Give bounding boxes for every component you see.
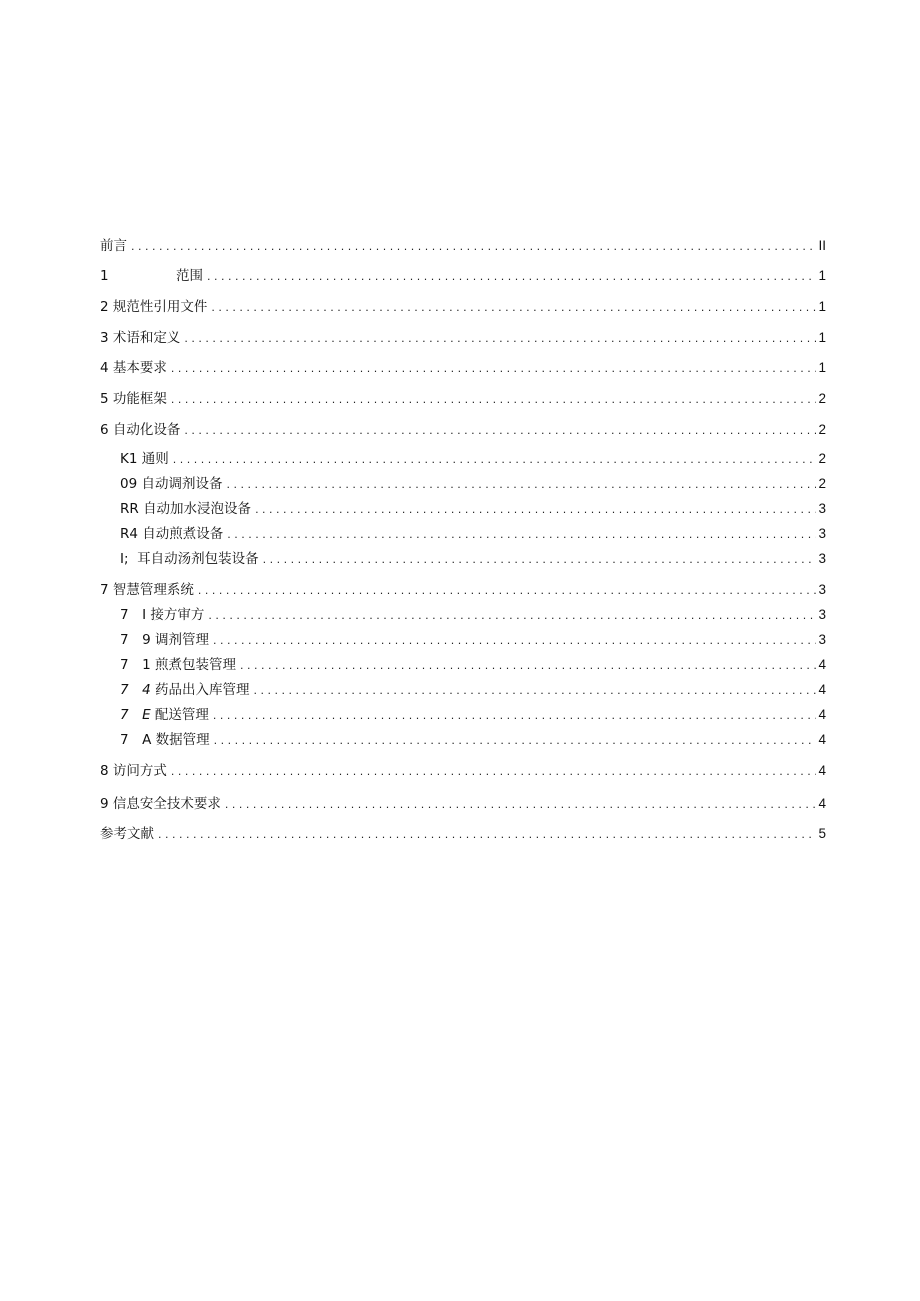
toc-page-number: 1 xyxy=(818,268,826,283)
toc-page-number: 4 xyxy=(818,681,826,697)
toc-entry-2[interactable] xyxy=(100,292,826,323)
toc-page-number: 3 xyxy=(818,581,826,597)
toc-page-number: 2 xyxy=(818,475,826,491)
toc-entry-7[interactable] xyxy=(100,577,826,602)
toc-entry-title: 前言 xyxy=(100,238,127,254)
toc-entry-6-4[interactable] xyxy=(100,521,826,546)
toc-entry-preface[interactable] xyxy=(100,231,826,261)
dot-leader xyxy=(255,497,816,522)
toc-page-number: 2 xyxy=(818,450,826,466)
toc-entry-number: 1 xyxy=(100,268,109,284)
toc-entry-title: 接方审方 xyxy=(150,606,205,623)
toc-page-number: II xyxy=(818,238,826,253)
toc-entry-number: 9 xyxy=(100,795,109,812)
toc-entry-title: 术语和定义 xyxy=(112,329,181,346)
toc-entry-title: 访问方式 xyxy=(112,762,167,779)
toc-entry-title: 药品出入库管理 xyxy=(154,681,250,698)
dot-leader xyxy=(214,728,816,753)
toc-entry-title: 自动加水浸泡设备 xyxy=(143,500,252,517)
dot-leader xyxy=(184,324,816,355)
dot-leader xyxy=(213,703,816,728)
toc-entry-1[interactable] xyxy=(100,261,826,292)
dot-leader xyxy=(198,578,816,603)
toc-entry-number: 7 4 xyxy=(120,681,151,698)
dot-leader xyxy=(173,447,816,472)
toc-entry-6-2[interactable] xyxy=(100,471,826,496)
toc-entry-number: R4 xyxy=(120,525,138,542)
toc-entry-7-6[interactable] xyxy=(100,727,826,752)
toc-entry-6-1[interactable] xyxy=(100,446,826,471)
toc-entry-7-5[interactable] xyxy=(100,702,826,727)
toc-entry-number: 7 E xyxy=(120,706,151,723)
toc-entry-title: 数据管理 xyxy=(155,731,210,748)
toc-page-number: 2 xyxy=(818,391,826,407)
dot-leader xyxy=(225,790,816,821)
toc-entry-7-3[interactable] xyxy=(100,652,826,677)
toc-page-number: 3 xyxy=(818,631,826,647)
toc-entry-title: 自动煎煮设备 xyxy=(142,525,224,542)
dot-leader xyxy=(211,293,816,324)
toc-entry-title: 基本要求 xyxy=(112,360,167,377)
toc-entry-5[interactable] xyxy=(100,384,826,415)
toc-entry-number: 7 I xyxy=(120,606,147,623)
toc-entry-title: 耳自动汤剂包装设备 xyxy=(137,550,259,567)
dot-leader xyxy=(171,759,816,784)
dot-leader xyxy=(131,232,816,262)
toc-entry-6-5[interactable] xyxy=(100,546,826,571)
toc-entry-title: 规范性引用文件 xyxy=(112,298,208,315)
toc-page-number: 3 xyxy=(818,525,826,541)
toc-entry-3[interactable] xyxy=(100,323,826,354)
toc-entry-title: 自动调剂设备 xyxy=(141,475,223,492)
dot-leader xyxy=(207,262,816,293)
toc-entry-number: 7 A xyxy=(120,731,152,748)
toc-entry-references[interactable] xyxy=(100,819,826,850)
toc-entry-number: K1 xyxy=(120,450,138,467)
dot-leader xyxy=(171,354,816,385)
toc-entry-number: 8 xyxy=(100,762,109,779)
dot-leader xyxy=(263,547,816,572)
toc-entry-7-2[interactable] xyxy=(100,627,826,652)
toc-entry-title: 范围 xyxy=(176,268,203,284)
toc-entry-number: 3 xyxy=(100,329,109,346)
toc-entry-title: 参考文献 xyxy=(100,826,154,843)
toc-page-number: 3 xyxy=(818,606,826,622)
toc-page-number: 1 xyxy=(818,329,826,345)
toc-page-number: 3 xyxy=(818,500,826,516)
toc-page-number: 2 xyxy=(818,421,826,437)
toc-page-number: 4 xyxy=(818,731,826,747)
dot-leader xyxy=(213,628,816,653)
table-of-contents xyxy=(100,231,826,850)
toc-entry-number: 5 xyxy=(100,391,109,408)
toc-entry-number: 7 1 xyxy=(120,656,151,673)
toc-entry-number: 2 xyxy=(100,298,109,315)
toc-page-number: 4 xyxy=(818,706,826,722)
dot-leader xyxy=(240,653,816,678)
toc-entry-6[interactable] xyxy=(100,415,826,446)
toc-entry-title: 调剂管理 xyxy=(154,631,209,648)
toc-entry-title: 信息安全技术要求 xyxy=(112,795,221,812)
toc-page-number: 4 xyxy=(818,656,826,672)
dot-leader xyxy=(158,820,816,851)
toc-entry-title: 自动化设备 xyxy=(112,421,181,438)
toc-entry-title: 通则 xyxy=(141,450,169,467)
toc-entry-6-3[interactable] xyxy=(100,496,826,521)
toc-entry-9[interactable] xyxy=(100,789,826,820)
toc-entry-7-1[interactable] xyxy=(100,602,826,627)
toc-page-number: 1 xyxy=(818,298,826,314)
toc-entry-number: 7 9 xyxy=(120,631,151,648)
toc-entry-number: 4 xyxy=(100,360,109,377)
dot-leader xyxy=(226,472,816,497)
toc-entry-number: I; xyxy=(120,550,129,567)
toc-page-number: 4 xyxy=(818,795,826,811)
toc-entry-number: RR xyxy=(120,500,139,517)
toc-entry-title: 煎煮包装管理 xyxy=(154,656,236,673)
toc-page-number: 1 xyxy=(818,360,826,376)
toc-entry-title: 配送管理 xyxy=(154,706,209,723)
dot-leader xyxy=(171,385,816,416)
toc-entry-number: 6 xyxy=(100,421,109,438)
dot-leader xyxy=(227,522,816,547)
toc-entry-number: 7 xyxy=(100,581,109,598)
toc-entry-8[interactable] xyxy=(100,758,826,789)
toc-entry-title: 功能框架 xyxy=(112,391,167,408)
toc-entry-7-4[interactable] xyxy=(100,677,826,702)
dot-leader xyxy=(208,603,816,628)
toc-page-number: 4 xyxy=(818,762,826,778)
dot-leader xyxy=(253,678,816,703)
dot-leader xyxy=(184,416,816,447)
toc-entry-title: 智慧管理系统 xyxy=(112,581,194,598)
toc-page-number: 5 xyxy=(818,826,826,842)
toc-entry-number: 09 xyxy=(120,475,138,492)
toc-entry-4[interactable] xyxy=(100,353,826,384)
toc-page-number: 3 xyxy=(818,550,826,566)
